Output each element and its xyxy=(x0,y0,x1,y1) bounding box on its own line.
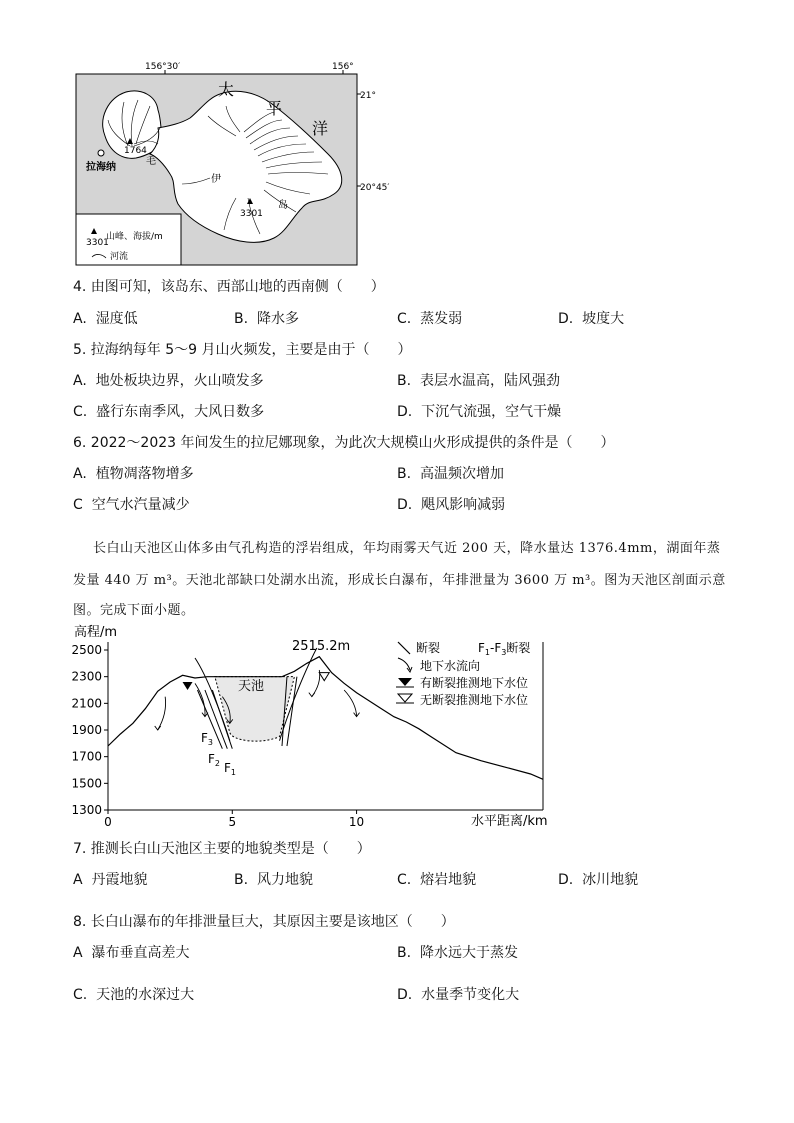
option-key: A. xyxy=(73,373,87,389)
legend-without-fault-icon xyxy=(398,694,412,702)
question-7-stem: 7. 推测长白山天池区主要的地貌类型是（ ） xyxy=(73,841,371,857)
option-key: D. xyxy=(397,404,413,420)
legend-peak-label: 山峰、海拔/m xyxy=(106,232,163,242)
x-tick-label: 5 xyxy=(228,815,237,829)
question-7-option-b[interactable] xyxy=(234,869,313,889)
option-text: 降水多 xyxy=(256,311,299,327)
y-tick-label: 1300 xyxy=(71,803,102,817)
lahaina-label: 拉海纳 xyxy=(86,162,116,173)
question-4-option-b[interactable] xyxy=(234,308,299,328)
flow-arrow xyxy=(312,670,320,697)
question-5-option-b[interactable] xyxy=(397,370,560,390)
question-5-option-c[interactable] xyxy=(73,401,264,421)
option-key: A xyxy=(73,872,83,888)
question-6-option-c[interactable] xyxy=(73,494,190,514)
legend-fault-range-sub1: 1 xyxy=(484,648,490,657)
question-8-option-b[interactable] xyxy=(397,942,518,962)
question-8-option-c[interactable] xyxy=(73,984,194,1004)
y-tick-label: 1700 xyxy=(71,749,102,764)
option-text: 风力地貌 xyxy=(256,872,313,888)
lon-right-label: 156° xyxy=(332,62,354,72)
option-text: 高温频次增加 xyxy=(419,466,504,482)
option-key: C. xyxy=(73,404,88,420)
x-tick-label: 10 xyxy=(348,815,365,829)
legend-fault-range xyxy=(478,640,530,657)
chart-legend xyxy=(396,640,530,707)
peak-east-elev: 3301 xyxy=(240,209,263,219)
question-8-option-a[interactable] xyxy=(73,942,189,962)
question-6-stem: 6. 2022～2023 年间发生的拉尼娜现象，为此次大规模山火形成提供的条件是（ ） xyxy=(73,435,615,451)
option-text: 熔岩地貌 xyxy=(420,872,477,888)
option-key: C. xyxy=(397,872,412,888)
question-4-option-d[interactable] xyxy=(558,308,624,328)
option-text: 表层水温高，陆风强劲 xyxy=(419,373,560,389)
passage-line-2: 发量 440 万 m³。天池北部缺口处湖水出流，形成长白瀑布，年排泄量为 3600 万 m³。图为天池区剖面示意 xyxy=(73,573,726,588)
flow-arrow xyxy=(195,683,205,716)
question-7-option-c[interactable] xyxy=(397,869,476,889)
legend-without-fault-label: 无断裂推测地下水位 xyxy=(420,693,529,707)
y-tick-label: 1500 xyxy=(71,776,102,791)
option-text: 下沉气流强，空气干燥 xyxy=(421,404,562,420)
option-key: C xyxy=(73,497,83,513)
question-5-option-a[interactable] xyxy=(73,370,264,390)
legend-peak-num: 3301 xyxy=(86,238,109,248)
option-text: 盛行东南季风，大风日数多 xyxy=(96,404,265,420)
island-char-1: 毛 xyxy=(146,156,156,167)
chart-xlabel: 水平距离/km xyxy=(471,814,548,829)
question-4-stem: 4. 由图可知，该岛东、西部山地的西南侧（ ） xyxy=(73,279,385,295)
chart-lake-label: 天池 xyxy=(238,679,265,694)
option-key: D. xyxy=(558,311,574,327)
question-6-option-b[interactable] xyxy=(397,463,504,483)
option-text: 坡度大 xyxy=(582,311,625,327)
legend-fault-label: 断裂 xyxy=(416,641,441,655)
lahaina-dot-icon xyxy=(98,150,104,156)
lon-left-label: 156°30′ xyxy=(145,62,181,72)
profile-chart xyxy=(68,620,568,832)
water-table-fault-marker xyxy=(183,682,193,690)
y-tick-label: 2500 xyxy=(71,643,102,657)
option-text: 地处板块边界，火山喷发多 xyxy=(95,373,264,389)
option-text: 丹霞地貌 xyxy=(91,872,148,888)
legend-fault-range-post: 断裂 xyxy=(506,641,531,655)
legend-flow-label: 地下水流向 xyxy=(420,659,481,673)
option-key: D. xyxy=(558,872,574,888)
y-tick-label: 2100 xyxy=(71,696,102,711)
ocean-char-1: 太 xyxy=(218,80,235,99)
option-text: 植物凋落物增多 xyxy=(95,466,194,482)
question-6-option-a[interactable] xyxy=(73,463,194,483)
peak-west-elev: 1764 xyxy=(124,146,147,156)
option-key: B. xyxy=(397,466,412,482)
y-tick-label: 1900 xyxy=(71,723,102,737)
legend-with-fault-label: 有断裂推测地下水位 xyxy=(420,676,529,690)
question-4-option-a[interactable] xyxy=(73,308,138,328)
ocean-char-3: 洋 xyxy=(312,119,329,138)
option-text: 水量季节变化大 xyxy=(421,987,520,1003)
ocean-char-2: 平 xyxy=(266,99,283,118)
legend-fault-range-sub3: 3 xyxy=(501,648,507,657)
flow-arrow xyxy=(344,690,356,717)
legend-with-fault-icon xyxy=(398,678,412,686)
option-key: A. xyxy=(73,466,87,482)
fault-label-f2: $F_2$ xyxy=(208,752,220,768)
question-8-stem: 8. 长白山瀑布的年排泄量巨大，其原因主要是该地区（ ） xyxy=(73,914,455,930)
island-char-2: 伊 xyxy=(211,174,221,185)
lat-bottom-label: 20°45′ xyxy=(360,183,390,193)
fault-label-f1: $F_1$ xyxy=(224,761,236,777)
option-key: C. xyxy=(73,987,88,1003)
option-key: A. xyxy=(73,311,87,327)
flow-arrow xyxy=(158,697,166,730)
question-6-option-d[interactable] xyxy=(397,494,505,514)
option-text: 天池的水深过大 xyxy=(96,987,195,1003)
chart-ylabel: 高程/m xyxy=(74,625,118,640)
question-5-stem: 5. 拉海纳每年 5～9 月山火频发，主要是由于（ ） xyxy=(73,342,412,358)
option-key: B. xyxy=(397,945,412,961)
flow-arrowhead xyxy=(155,726,161,730)
legend-river-label: 河流 xyxy=(110,252,129,262)
lat-top-label: 21° xyxy=(360,91,376,101)
question-7-option-d[interactable] xyxy=(558,869,638,889)
x-tick-label: 0 xyxy=(104,815,112,829)
option-text: 空气水汽量减少 xyxy=(91,497,190,513)
option-key: D. xyxy=(397,987,413,1003)
option-key: B. xyxy=(234,311,249,327)
question-5-option-d[interactable] xyxy=(397,401,561,421)
option-text: 冰川地貌 xyxy=(582,872,639,888)
option-text: 蒸发弱 xyxy=(420,311,463,327)
option-text: 飓风影响减弱 xyxy=(421,497,506,513)
fault-label-f3: $F_3$ xyxy=(201,731,213,747)
option-key: C. xyxy=(397,311,412,327)
option-text: 湿度低 xyxy=(95,311,138,327)
maui-map xyxy=(60,58,410,270)
legend-fault-icon xyxy=(398,642,410,654)
passage-line-1: 长白山天池区山体多由气孔构造的浮岩组成，年均雨雾天气近 200 天，降水量达 1376.4mm，湖面年蒸 xyxy=(93,541,721,556)
question-8-option-d[interactable] xyxy=(397,984,519,1004)
option-text: 瀑布垂直高差大 xyxy=(91,945,190,961)
chart-peak-label: 2515.2m xyxy=(292,639,351,654)
water-table-nofault-marker xyxy=(319,673,329,681)
option-key: D. xyxy=(397,497,413,513)
legend-flow-icon xyxy=(398,658,410,670)
y-tick-label: 2300 xyxy=(71,669,102,684)
island-char-3: 岛 xyxy=(278,200,288,211)
legend-fault-range-mid: -F xyxy=(490,641,502,655)
flow-arrowhead xyxy=(309,693,315,697)
question-7-option-a[interactable] xyxy=(73,869,147,889)
option-key: A xyxy=(73,945,83,961)
question-4-option-c[interactable] xyxy=(397,308,462,328)
option-key: B. xyxy=(234,872,249,888)
option-key: B. xyxy=(397,373,412,389)
passage-line-3: 图。完成下面小题。 xyxy=(73,603,195,618)
legend-fault-range-f: F xyxy=(478,641,485,655)
option-text: 降水远大于蒸发 xyxy=(419,945,518,961)
